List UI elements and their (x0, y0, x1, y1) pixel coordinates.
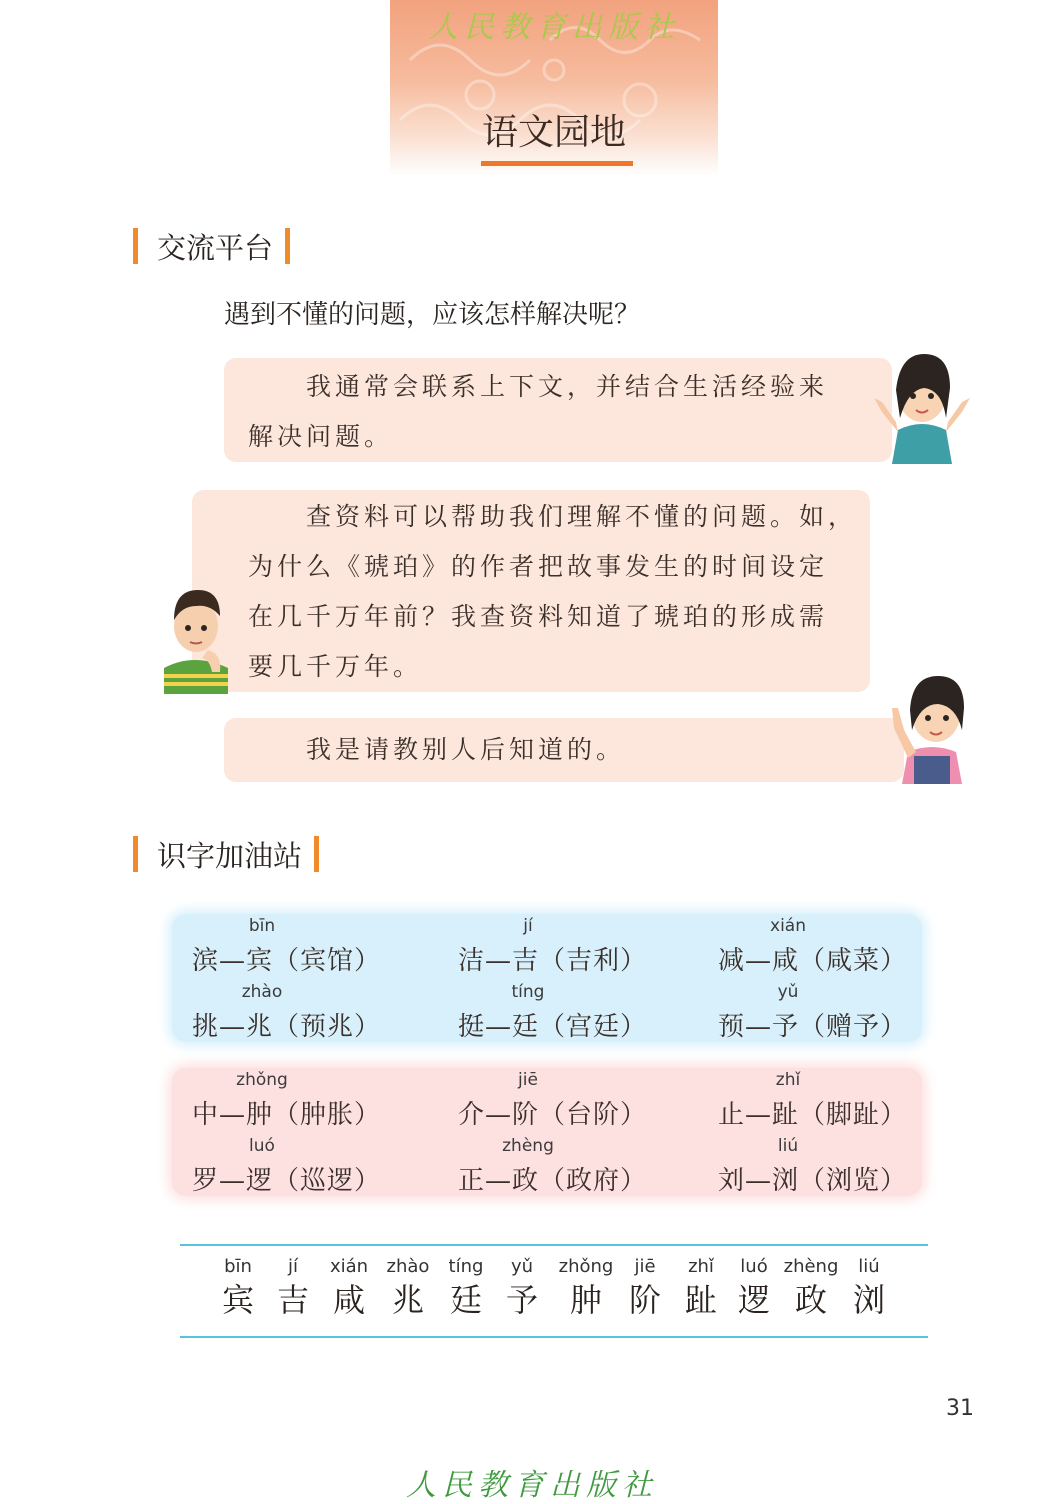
heading-bar-left (133, 836, 138, 872)
publisher-logo-top: 人民教育出版社 (428, 10, 680, 45)
bubble-line: 我是请教别人后知道的。 (248, 735, 626, 764)
char-cell (853, 1256, 885, 1320)
char-entry (718, 1136, 908, 1197)
character: 予 (505, 1281, 539, 1319)
section-heading-exchange (133, 228, 290, 264)
char-pair: 刘—浏（浏览） (718, 1166, 908, 1196)
character: 浏 (852, 1281, 886, 1319)
character: 廷 (449, 1281, 482, 1319)
char-group-pink (172, 1068, 922, 1196)
character: 兆 (391, 1281, 424, 1319)
char-entry (192, 1070, 382, 1131)
page-number: 31 (946, 1396, 974, 1421)
pinyin: zhǒng (558, 1256, 614, 1277)
char-cell (387, 1256, 430, 1320)
bubble-line: 要几千万年。 (248, 652, 423, 681)
char-pair: 介—阶（台阶） (458, 1100, 648, 1130)
girl-pointing-icon (880, 672, 984, 784)
discussion-question: 遇到不懂的问题，应该怎样解决呢？ (224, 300, 641, 330)
new-characters-strip (180, 1244, 928, 1338)
pinyin: jiē (634, 1256, 656, 1277)
char-pair: 减—咸（咸菜） (718, 946, 908, 976)
pinyin: liú (858, 1256, 880, 1277)
heading-text: 识字加油站 (157, 838, 303, 873)
pinyin: luó (249, 1136, 275, 1156)
char-entry (192, 982, 382, 1043)
heading-text: 交流平台 (157, 230, 274, 265)
character: 宾 (221, 1281, 255, 1319)
pinyin: liú (777, 1136, 799, 1156)
character: 肿 (569, 1281, 603, 1319)
char-entry (718, 916, 908, 977)
character: 逻 (737, 1281, 771, 1319)
char-entry (718, 1070, 908, 1131)
pinyin: yǔ (510, 1256, 534, 1277)
char-pair: 挑—兆（预兆） (192, 1012, 382, 1042)
bubble-line: 解决问题。 (248, 422, 394, 451)
char-pair: 止—趾（脚趾） (718, 1100, 908, 1130)
char-cell (629, 1256, 661, 1320)
section-heading-literacy (133, 836, 319, 872)
pinyin: yǔ (777, 982, 799, 1002)
character: 咸 (332, 1281, 365, 1319)
pinyin: zhǒng (236, 1070, 288, 1090)
pinyin: jí (287, 1256, 299, 1277)
char-group-blue (172, 914, 922, 1042)
pinyin: jí (523, 916, 533, 936)
publisher-logo-bottom: 人民教育出版社 (406, 1468, 658, 1503)
pinyin: jiē (518, 1070, 538, 1090)
char-entry (192, 916, 382, 977)
char-entry (458, 1070, 648, 1131)
char-cell (277, 1256, 309, 1320)
char-entry (458, 982, 648, 1043)
pinyin: luó (740, 1256, 768, 1277)
char-cell (685, 1256, 717, 1320)
character: 阶 (628, 1281, 662, 1319)
speech-bubble-2 (192, 490, 870, 692)
char-pair: 正—政（政府） (458, 1166, 648, 1196)
bubble-line: 在几千万年前？我查资料知道了琥珀的形成需 (248, 602, 829, 631)
character: 趾 (684, 1281, 718, 1319)
char-pair: 预—予（赠予） (718, 1012, 908, 1042)
char-entry (718, 982, 908, 1043)
char-cell (738, 1256, 770, 1320)
heading-bar-right (314, 836, 319, 872)
char-entry (192, 1136, 382, 1197)
pinyin: zhèng (783, 1256, 839, 1277)
pinyin: xián (329, 1256, 369, 1277)
title-underline (481, 161, 633, 166)
pinyin: bīn (224, 1256, 252, 1277)
character: 吉 (276, 1281, 310, 1319)
pinyin: zhèng (502, 1136, 554, 1156)
char-entry (458, 1136, 648, 1197)
pinyin: tíng (511, 982, 545, 1002)
char-cell (449, 1256, 484, 1320)
pinyin: zhào (241, 982, 283, 1002)
pinyin: zhǐ (775, 1070, 801, 1090)
char-cell (784, 1256, 839, 1320)
heading-bar-left (133, 228, 138, 264)
pinyin: bīn (248, 916, 276, 936)
char-cell (506, 1256, 538, 1320)
char-pair: 滨—宾（宾馆） (192, 946, 382, 976)
pinyin: tíng (448, 1256, 484, 1277)
bubble-line: 查资料可以帮助我们理解不懂的问题。如， (248, 502, 858, 531)
pinyin: zhǐ (688, 1256, 714, 1277)
bubble-line: 为什么《琥珀》的作者把故事发生的时间设定 (248, 552, 829, 581)
bubble-line: 我通常会联系上下文，并结合生活经验来 (248, 372, 829, 401)
boy-thinking-icon (158, 584, 234, 694)
girl-shrug-icon (868, 350, 976, 464)
speech-bubble-3 (224, 718, 904, 782)
speech-bubble-1 (224, 358, 892, 462)
char-pair: 中—肿（肿胀） (192, 1100, 382, 1130)
heading-bar-right (285, 228, 290, 264)
char-pair: 洁—吉（吉利） (458, 946, 648, 976)
pinyin: xián (770, 916, 806, 936)
pinyin: zhào (386, 1256, 430, 1277)
page-title: 语文园地 (481, 112, 626, 153)
char-entry (458, 916, 648, 977)
char-cell (559, 1256, 614, 1320)
char-pair: 挺—廷（宫廷） (458, 1012, 648, 1042)
char-cell (222, 1256, 254, 1320)
character: 政 (794, 1281, 828, 1319)
char-cell (330, 1256, 368, 1320)
char-pair: 罗—逻（巡逻） (192, 1166, 382, 1196)
